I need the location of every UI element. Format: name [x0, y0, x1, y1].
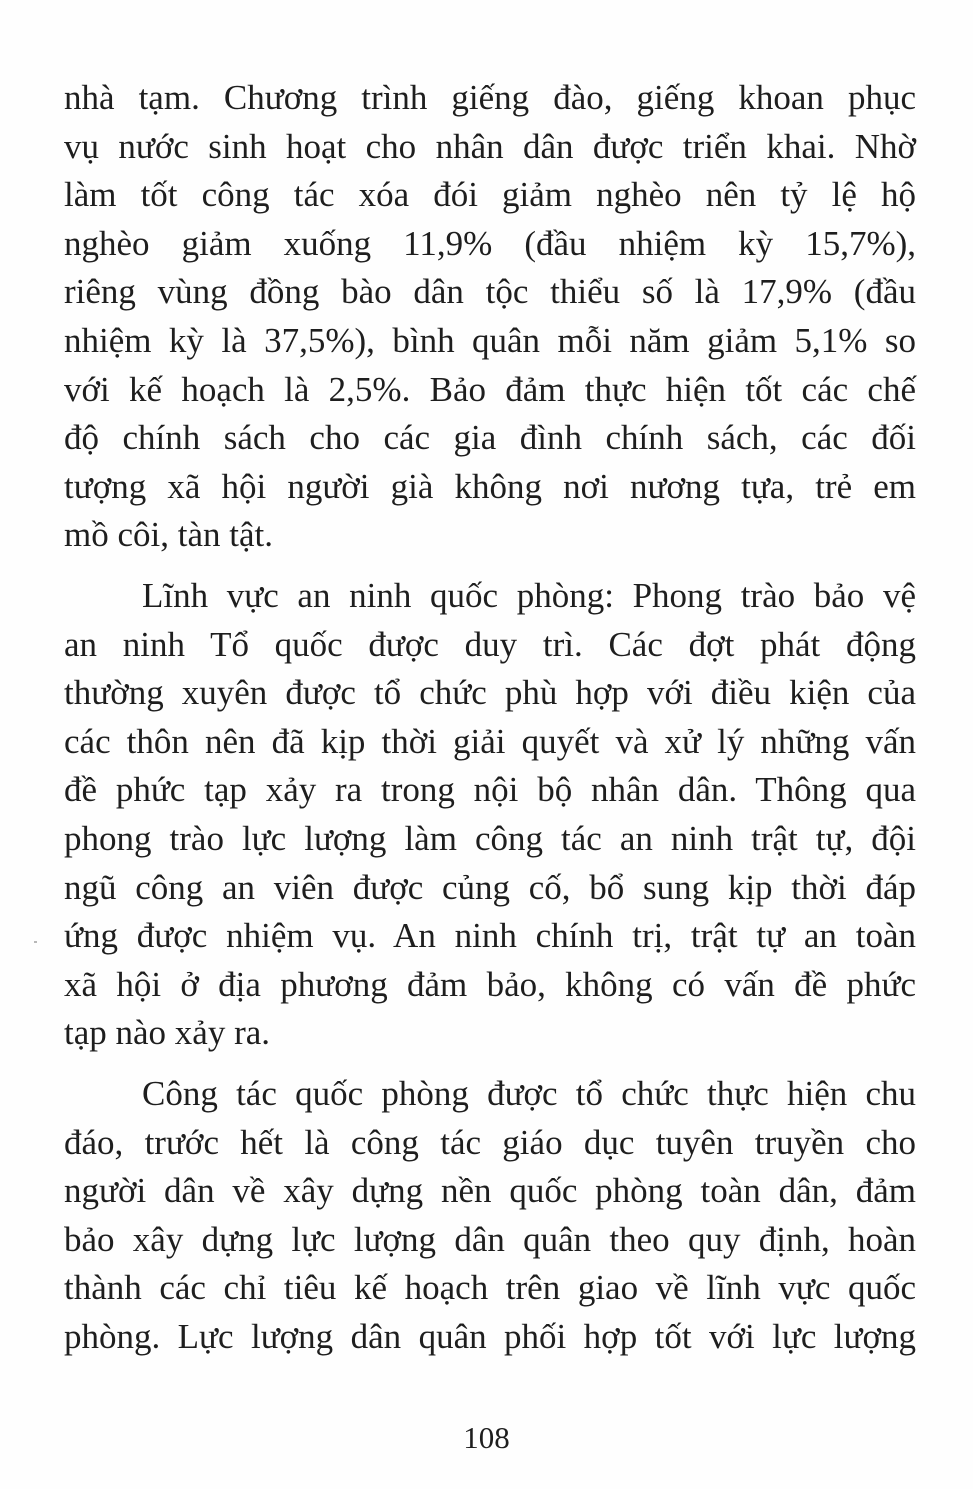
text-line: các thôn nên đã kịp thời giải quyết và xử lý những vấn — [64, 721, 916, 761]
paragraph-national-defense — [64, 1070, 916, 1362]
text-line: xã hội ở địa phương đảm bảo, không có vấn đề phức — [64, 964, 916, 1004]
paragraph-security-defense — [64, 572, 916, 1058]
text-line: nhiệm kỳ là 37,5%), bình quân mỗi năm giảm 5,1% so — [64, 320, 916, 360]
text-line: người dân về xây dựng nền quốc phòng toàn dân, đảm — [64, 1171, 916, 1211]
text-line: ứng được nhiệm vụ. An ninh chính trị, trật tự an toàn — [64, 916, 916, 956]
text-line: Công tác quốc phòng được tổ chức thực hiện chu — [142, 1074, 916, 1113]
text-line: nghèo giảm xuống 11,9% (đầu nhiệm kỳ 15,7%), — [64, 223, 916, 263]
text-line: đáo, trước hết là công tác giáo dục tuyên truyền cho — [64, 1122, 916, 1162]
text-line: tượng xã hội người già không nơi nương tựa, trẻ em — [64, 466, 916, 506]
text-line: với kế hoạch là 2,5%. Bảo đảm thực hiện tốt các chế — [64, 369, 916, 409]
text-line: đề phức tạp xảy ra trong nội bộ nhân dân. Thông qua — [64, 770, 916, 810]
text-line: ngũ công an viên được củng cố, bổ sung kịp thời đáp — [64, 867, 916, 907]
text-line: Lĩnh vực an ninh quốc phòng: Phong trào bảo vệ — [142, 576, 916, 615]
text-line: vụ nước sinh hoạt cho nhân dân được triển khai. Nhờ — [64, 126, 916, 166]
text-line: bảo xây dựng lực lượng dân quân theo quy định, hoàn — [64, 1219, 916, 1259]
text-line: làm tốt công tác xóa đói giảm nghèo nên tỷ lệ hộ — [64, 175, 916, 215]
text-line: tạp nào xảy ra. — [64, 1013, 271, 1053]
scan-speck — [34, 941, 37, 943]
text-line: phong trào lực lượng làm công tác an ninh trật tự, đội — [64, 818, 916, 858]
text-line: phòng. Lực lượng dân quân phối hợp tốt với lực lượng — [64, 1316, 916, 1356]
page-number: 108 — [463, 1420, 510, 1455]
text-line: mồ côi, tàn tật. — [64, 515, 273, 555]
text-line: thành các chỉ tiêu kế hoạch trên giao về lĩnh vực quốc — [64, 1268, 916, 1308]
paragraph-social-welfare — [64, 74, 916, 560]
text-line: thường xuyên được tổ chức phù hợp với điều kiện của — [64, 673, 916, 713]
text-line: nhà tạm. Chương trình giếng đào, giếng khoan phục — [64, 78, 916, 117]
text-line: riêng vùng đồng bào dân tộc thiểu số là 17,9% (đầu — [64, 272, 916, 312]
text-line: an ninh Tổ quốc được duy trì. Các đợt phát động — [64, 624, 916, 664]
text-line: độ chính sách cho các gia đình chính sách, các đối — [64, 418, 916, 458]
